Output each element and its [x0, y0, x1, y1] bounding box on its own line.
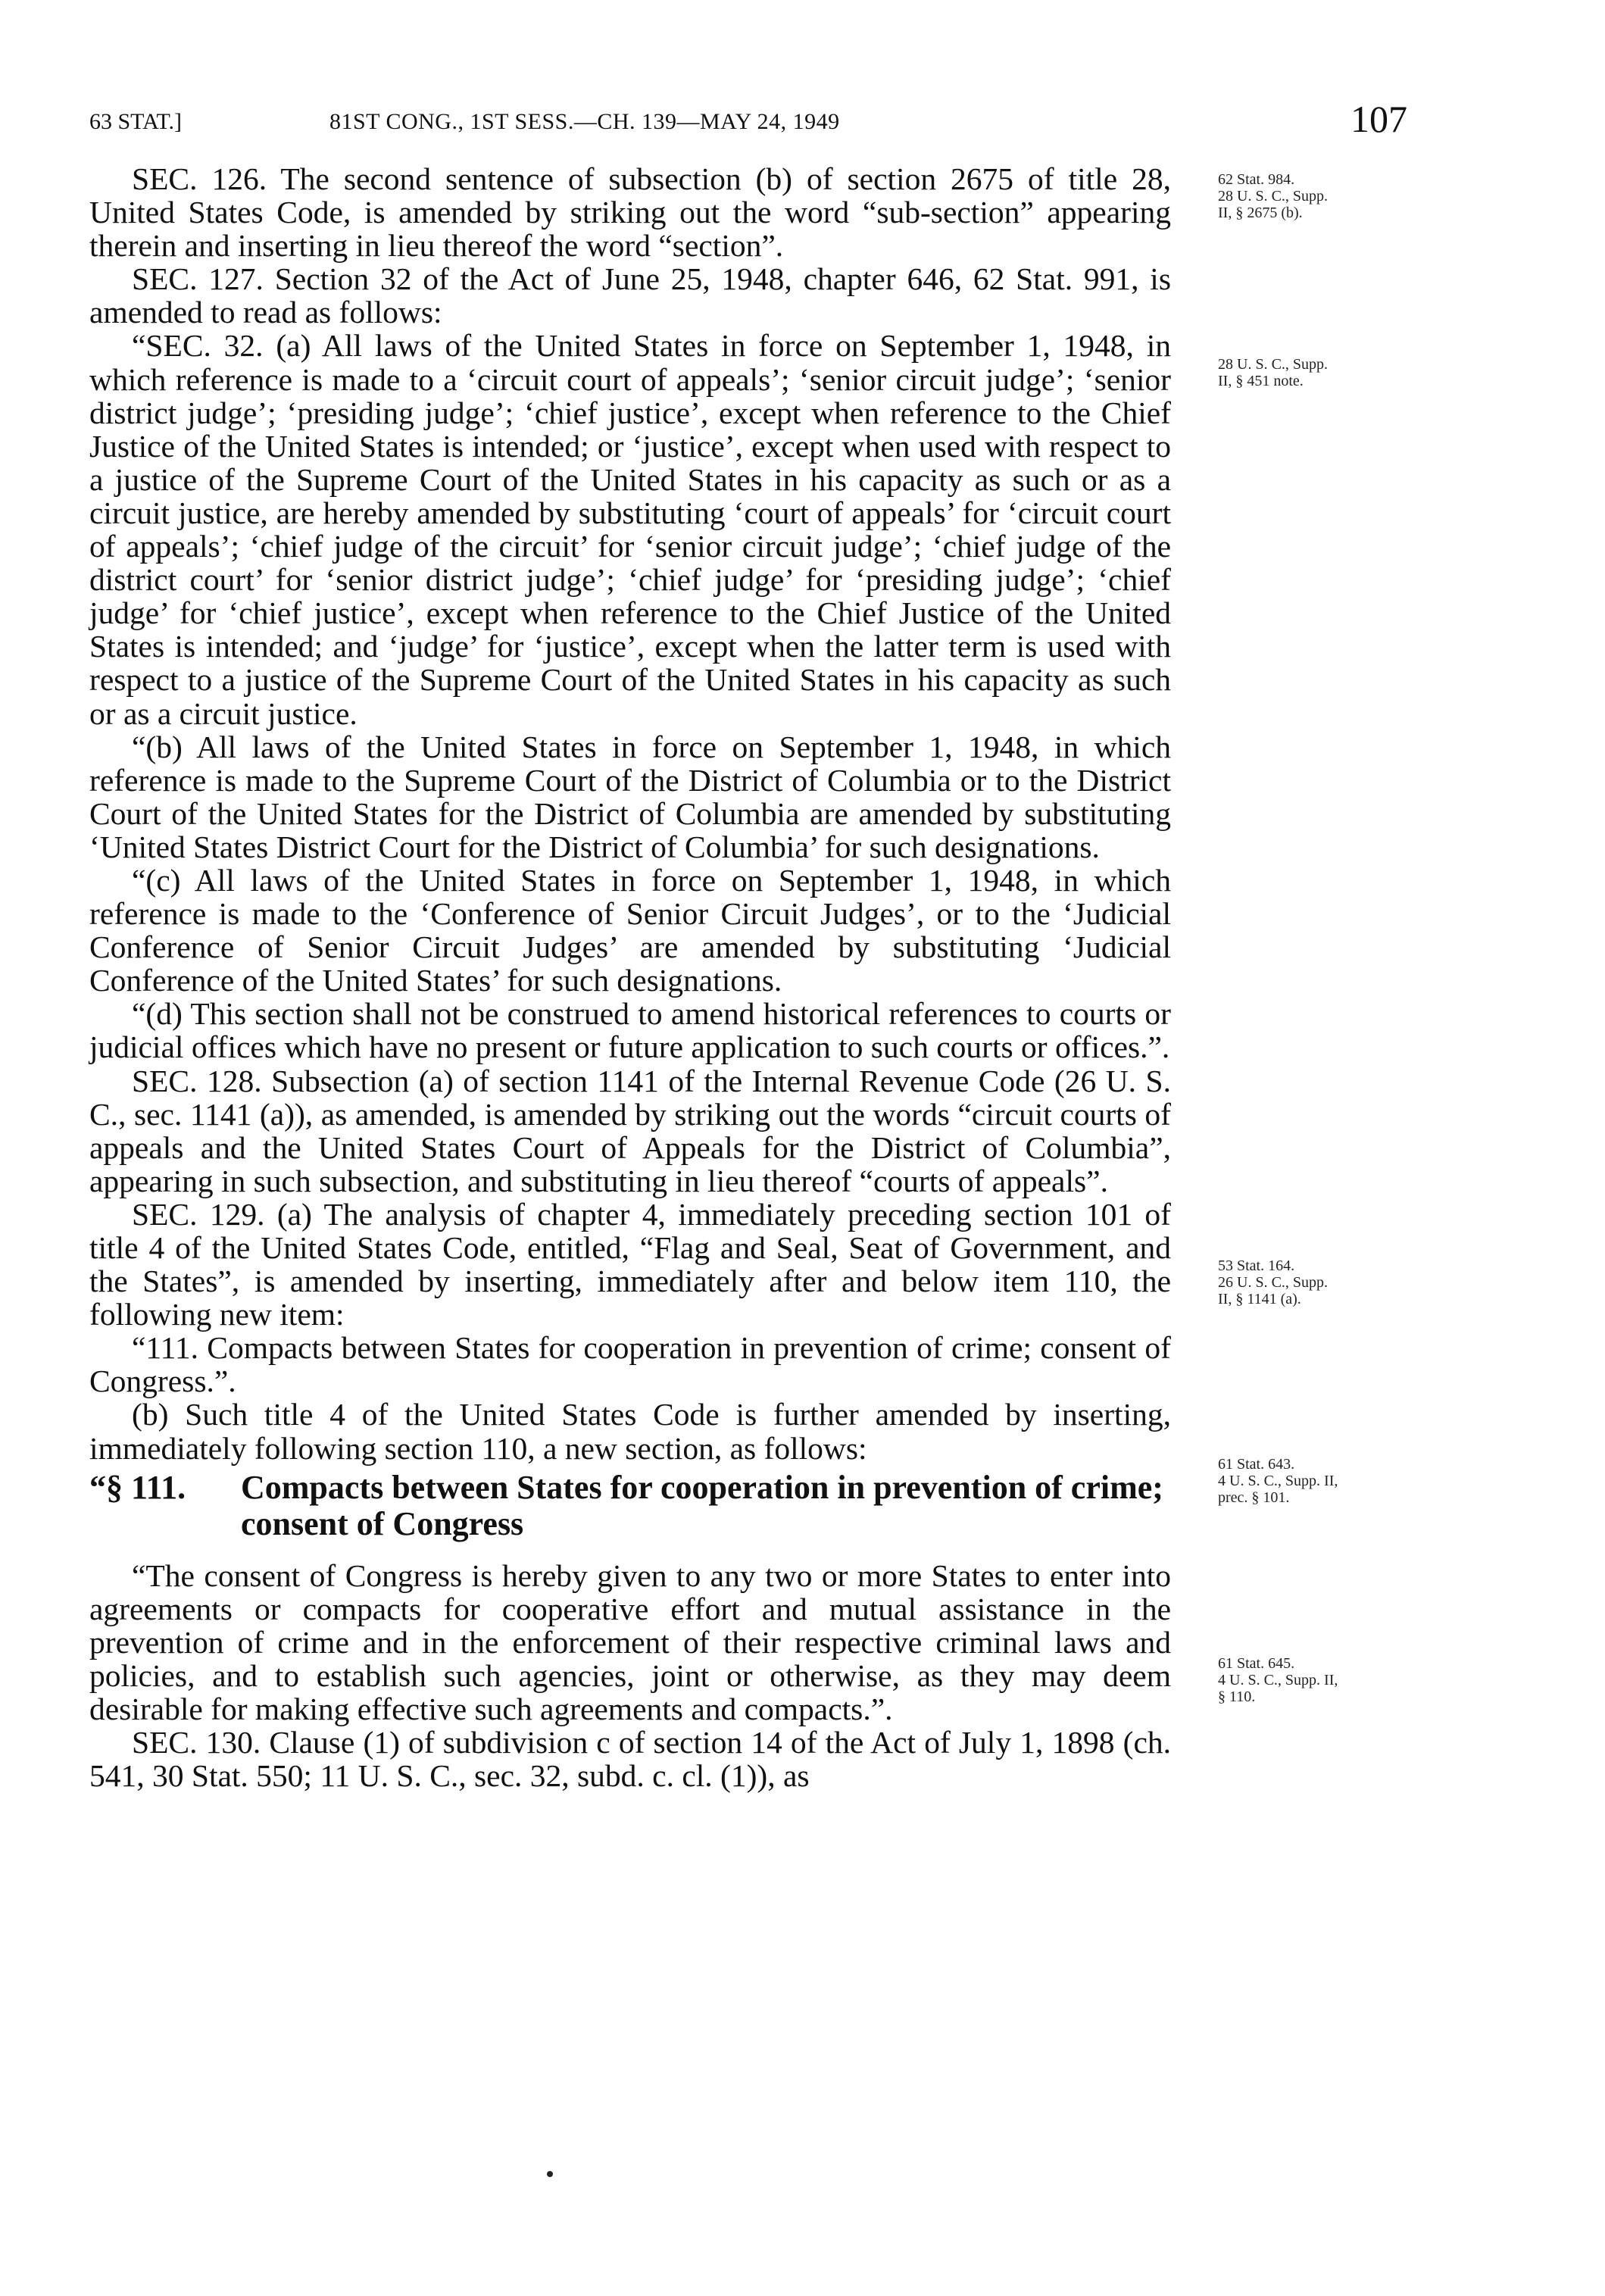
paragraph-text: (b) Such title 4 of the United States Code is further amended by inserting, immediately following section 110, a new section, as follows:	[89, 1397, 1171, 1466]
header-congress-line: 81ST CONG., 1ST SESS.—CH. 139—MAY 24, 1949	[329, 109, 840, 134]
paragraph-text: (a) All laws of the United States in force on September 1, 1948, in which reference is made to a ‘circuit court of appeals’; ‘senior circuit judge’; ‘senior district judge’; ‘presiding judge’; ‘chief justice’, except when reference to the Chief Justice of the United States is intended; or ‘justice’, except when used with respect to a justice of the Supreme Court of the United States in his capacity as such or as a circuit justice, are hereby amended by substituting ‘court of appeals’ for ‘circuit court of appeals’; ‘chief judge of the circuit’ for ‘senior circuit judge’; ‘chief judge of the district court’ for ‘senior district judge’; ‘chief judge’ for ‘presiding judge’; ‘chief judge’ for ‘chief justice’, except when reference to the Chief Justice of the United States is intended; and ‘judge’ for ‘justice’, except when the latter term is used with respect to a justice of the Supreme Court of the United States in his capacity as such or as a circuit justice.	[89, 328, 1171, 731]
margin-note-line: 61 Stat. 645.	[1218, 1655, 1295, 1672]
section-label: SEC. 126.	[132, 161, 267, 196]
margin-note-line: 53 Stat. 164.	[1218, 1257, 1295, 1274]
margin-note-line: 61 Stat. 643.	[1218, 1456, 1295, 1473]
margin-note-line: prec. § 101.	[1218, 1489, 1290, 1506]
paragraph-sec-128	[89, 1064, 1171, 1198]
page-number: 107	[1351, 98, 1407, 140]
margin-note-line: 4 U. S. C., Supp. II,	[1218, 1672, 1338, 1688]
margin-note-line: II, § 1141 (a).	[1218, 1291, 1301, 1307]
section-label: SEC. 129.	[132, 1196, 265, 1232]
paragraph-sec-129-b	[89, 1398, 1171, 1464]
paragraph-text: Subsection (a) of section 1141 of the Internal Revenue Code (26 U. S. C., sec. 1141 (a)), as amended, is amended by striking out the words “circuit courts of appeals and the United States Court of Appeals for the District of Columbia”, appearing in such subsection, and substituting in lieu thereof “courts of appeals”.	[89, 1063, 1171, 1198]
paragraph-text: The second sentence of subsection (b) of section 2675 of title 28, United States Code, is amended by striking out the word “sub-section” appearing therein and inserting in lieu thereof the word “section”.	[89, 161, 1171, 264]
margin-note-3	[1218, 1257, 1430, 1307]
paragraph-sec-127	[89, 262, 1171, 329]
margin-note-4	[1218, 1456, 1430, 1506]
margin-note-line: II, § 2675 (b).	[1218, 205, 1303, 221]
paragraph-consent-of-congress	[89, 1559, 1171, 1726]
section-label: “SEC. 32.	[132, 328, 264, 364]
margin-note-2	[1218, 356, 1430, 389]
section-heading-title: Compacts between States for cooperation in prevention of crime; consent of Congress	[241, 1468, 1163, 1542]
paragraph-sec-130	[89, 1726, 1171, 1792]
statute-body	[89, 162, 1171, 1792]
paragraph-text: “(d) This section shall not be construed to amend historical references to courts or judicial offices which have no present or future application to such courts or offices.”.	[89, 996, 1171, 1065]
margin-note-line: 28 U. S. C., Supp.	[1218, 356, 1329, 373]
paragraph-text: “(c) All laws of the United States in force on September 1, 1948, in which reference is made to the ‘Conference of Senior Circuit Judges’, or to the ‘Judicial Conference of Senior Circuit Judges’ are amended by substituting ‘Judicial Conference of the United States’ for such designations.	[89, 862, 1171, 998]
paragraph-sec-126	[89, 162, 1171, 262]
margin-note-line: § 110.	[1218, 1688, 1256, 1705]
section-heading-111	[89, 1470, 1171, 1542]
stray-ink-dot	[547, 2171, 553, 2177]
header-stat-ref: 63 STAT.]	[89, 109, 183, 134]
margin-note-line: 28 U. S. C., Supp.	[1218, 188, 1329, 205]
running-header	[89, 97, 1407, 142]
margin-note-line: 26 U. S. C., Supp.	[1218, 1274, 1329, 1291]
paragraph-sec-32-d	[89, 997, 1171, 1064]
margin-note-1	[1218, 171, 1430, 221]
margin-note-5	[1218, 1655, 1430, 1705]
margin-note-line: II, § 451 note.	[1218, 373, 1304, 389]
paragraph-sec-129-a	[89, 1198, 1171, 1331]
section-heading-number: “§ 111.	[89, 1468, 186, 1506]
paragraph-text: Clause (1) of subdivision c of section 14 of the Act of July 1, 1898 (ch. 541, 30 Stat. 550; 11 U. S. C., sec. 32, subd. c. cl. (1)), as	[89, 1725, 1171, 1794]
section-label: SEC. 127.	[132, 261, 264, 297]
paragraph-sec-32-b	[89, 730, 1171, 864]
margin-note-line: 4 U. S. C., Supp. II,	[1218, 1473, 1338, 1489]
paragraph-text: “111. Compacts between States for cooperation in prevention of crime; consent of Congress.”.	[89, 1330, 1171, 1399]
paragraph-text: “(b) All laws of the United States in force on September 1, 1948, in which reference is made to the Supreme Court of the District of Columbia or to the District Court of the United States for the District of Columbia are amended by substituting ‘United States District Court for the District of Columbia’ for such designations.	[89, 729, 1171, 864]
section-label: SEC. 128.	[132, 1063, 262, 1098]
paragraph-text: “The consent of Congress is hereby given to any two or more States to enter into agreements or compacts for cooperative effort and mutual assistance in the prevention of crime and in the enforcement of their respective criminal laws and policies, and to establish such agencies, joint or otherwise, as they may deem desirable for making effective such agreements and compacts.”.	[89, 1557, 1171, 1727]
paragraph-sec-32-a	[89, 329, 1171, 729]
paragraph-text: (a) The analysis of chapter 4, immediately preceding section 101 of title 4 of the United States Code, entitled, “Flag and Seal, Seat of Government, and the States”, is amended by inserting, immediately after and below item 110, the following new item:	[89, 1196, 1171, 1332]
paragraph-sec-32-c	[89, 864, 1171, 997]
margin-note-line: 62 Stat. 984.	[1218, 171, 1295, 188]
section-label: SEC. 130.	[132, 1725, 261, 1760]
paragraph-text: Section 32 of the Act of June 25, 1948, chapter 646, 62 Stat. 991, is amended to read as follows:	[89, 261, 1171, 330]
paragraph-new-item-111	[89, 1331, 1171, 1398]
